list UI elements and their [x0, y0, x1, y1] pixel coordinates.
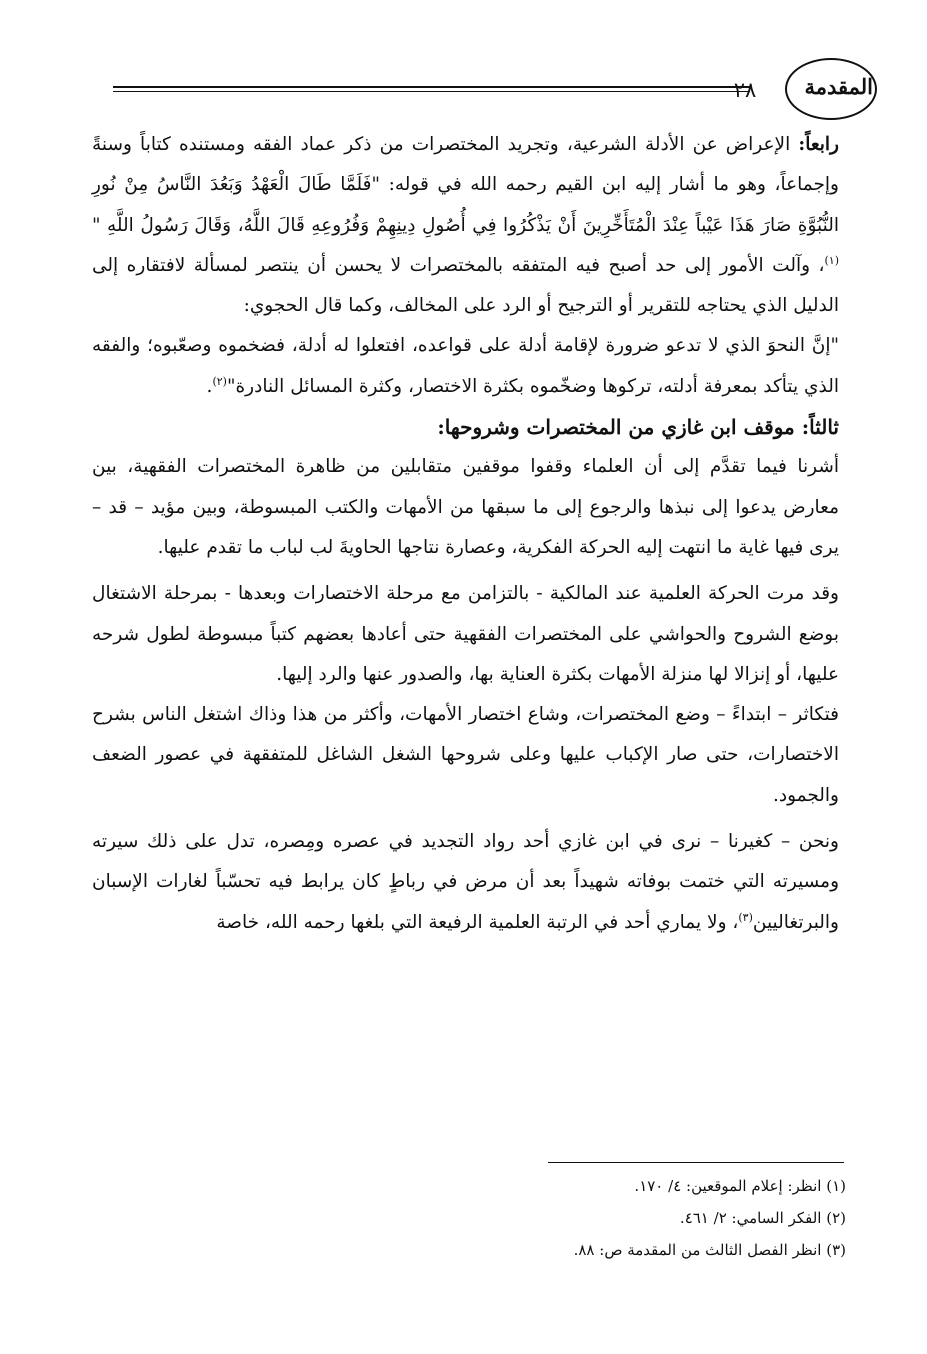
page-header [95, 58, 875, 118]
paragraph-1 [92, 125, 839, 326]
paragraph-text: ونحن – كغيرنا – نرى في ابن غازي أحد رواد التجديد في عصره ومِصره، تدل على ذلك سيرته ومسيرته التي ختمت بوفاته شهيداً بعد أن مرض في رباطٍ كان يرابط فيه تحسّباً لغارات الإسبان والبرتغاليين [92, 831, 839, 933]
quote-text: "إنَّ النحوَ الذي لا تدعو ضرورة لإقامة أدلة على قواعده، افتعلوا له أدلة، فضخموه وصعّبوه؛ والفقه الذي يتأكد بمعرفة أدلته، تركوها وضخّموه بكثرة الاختصار، وكثرة المسائل النادرة" [92, 335, 839, 397]
paragraph-text-cont: ، ولا يماري أحد في الرتبة العلمية الرفيعة التي بلغها رحمه الله، خاصة [216, 911, 739, 933]
footnote-2: (٢) الفكر السامي: ٢/ ٤٦١. [679, 1209, 846, 1227]
page-number: ٢٨ [733, 78, 757, 102]
paragraph-6 [92, 822, 839, 943]
footnote-3: (٣) انظر الفصل الثالث من المقدمة ص: ٨٨. [573, 1241, 846, 1259]
header-rule [113, 86, 750, 92]
paragraph-2 [92, 326, 839, 407]
paragraph-lead: رابعاً: [798, 134, 839, 155]
footnote-marker: (٢) [212, 374, 227, 388]
paragraph-4: وقد مرت الحركة العلمية عند المالكية - بالتزامن مع مرحلة الاختصارات وبعدها - بمرحلة الاشتغال بوضع الشروح والحواشي على المختصرات الفقهية حتى أعادها بعضهم كتباً مبسوطة لطول شرحه عليها، أو إنزالا لها منزلة الأمهات بكثرة العناية بها، والصدور عنها والرد إليها. [92, 583, 839, 685]
paragraph-5: فتكاثر – ابتداءً – وضع المختصرات، وشاع اختصار الأمهات، وأكثر من هذا وذاك اشتغل الناس بشرح الاختصارات، حتى صار الإكباب عليها وعلى شروحها الشغل الشاغل للمتفقهة في عصور الضعف والجمود. [92, 704, 839, 806]
footnote-marker: (١) [824, 253, 839, 267]
running-title: المقدمة [804, 74, 873, 99]
quote-tail: . [206, 375, 213, 397]
paragraph-text-cont: ، وآلت الأمور إلى حد أصبح فيه المتفقه بالمختصرات لا يحسن أن ينتصر لمسألة لافتقاره إلى الدليل الذي يحتاجه للتقرير أو الترجيح أو الرد على المخالف، وكما قال الحجوي: [92, 254, 839, 317]
footnote-1: (١) انظر: إعلام الموقعين: ٤/ ١٧٠. [634, 1177, 846, 1195]
footnote-separator [548, 1162, 844, 1163]
footnote-marker: (٣) [738, 910, 753, 924]
section-heading: ثالثاً: موقف ابن غازي من المختصرات وشروحها: [437, 415, 839, 440]
footnotes [400, 1170, 846, 1266]
main-text [92, 125, 839, 943]
paragraph-text: الإعراض عن الأدلة الشرعية، وتجريد المختصرات من ذكر عماد الفقه ومستنده كتاباً وسنةً وإجماعاً، وهو ما أشار إليه ابن القيم رحمه الله في قوله: "فَلَمَّا طَالَ الْعَهْدُ وَبَعُدَ النَّاسُ مِنْ نُورِ النُّبُوَّةِ صَارَ هَذَا عَيْباً عِنْدَ الْمُتَأَخِّرِينَ أَنْ يَذْكُرُوا فِي أُصُولِ دِينِهِمْ وَفُرُوعِهِ قَالَ اللَّهُ، وَقَالَ رَسُولُ اللَّهِ " [92, 134, 839, 236]
paragraph-3: أشرنا فيما تقدَّم إلى أن العلماء وقفوا موقفين متقابلين من ظاهرة المختصرات الفقهية، بين معارض يدعوا إلى نبذها والرجوع إلى ما سبقها من الأمهات والكتب المبسوطة، وبين مؤيد – قد – يرى فيها غاية ما انتهت إليه الحركة الفكرية، وعصارة نتاجها الحاويةَ لب لباب ما تقدم عليها. [92, 456, 839, 558]
